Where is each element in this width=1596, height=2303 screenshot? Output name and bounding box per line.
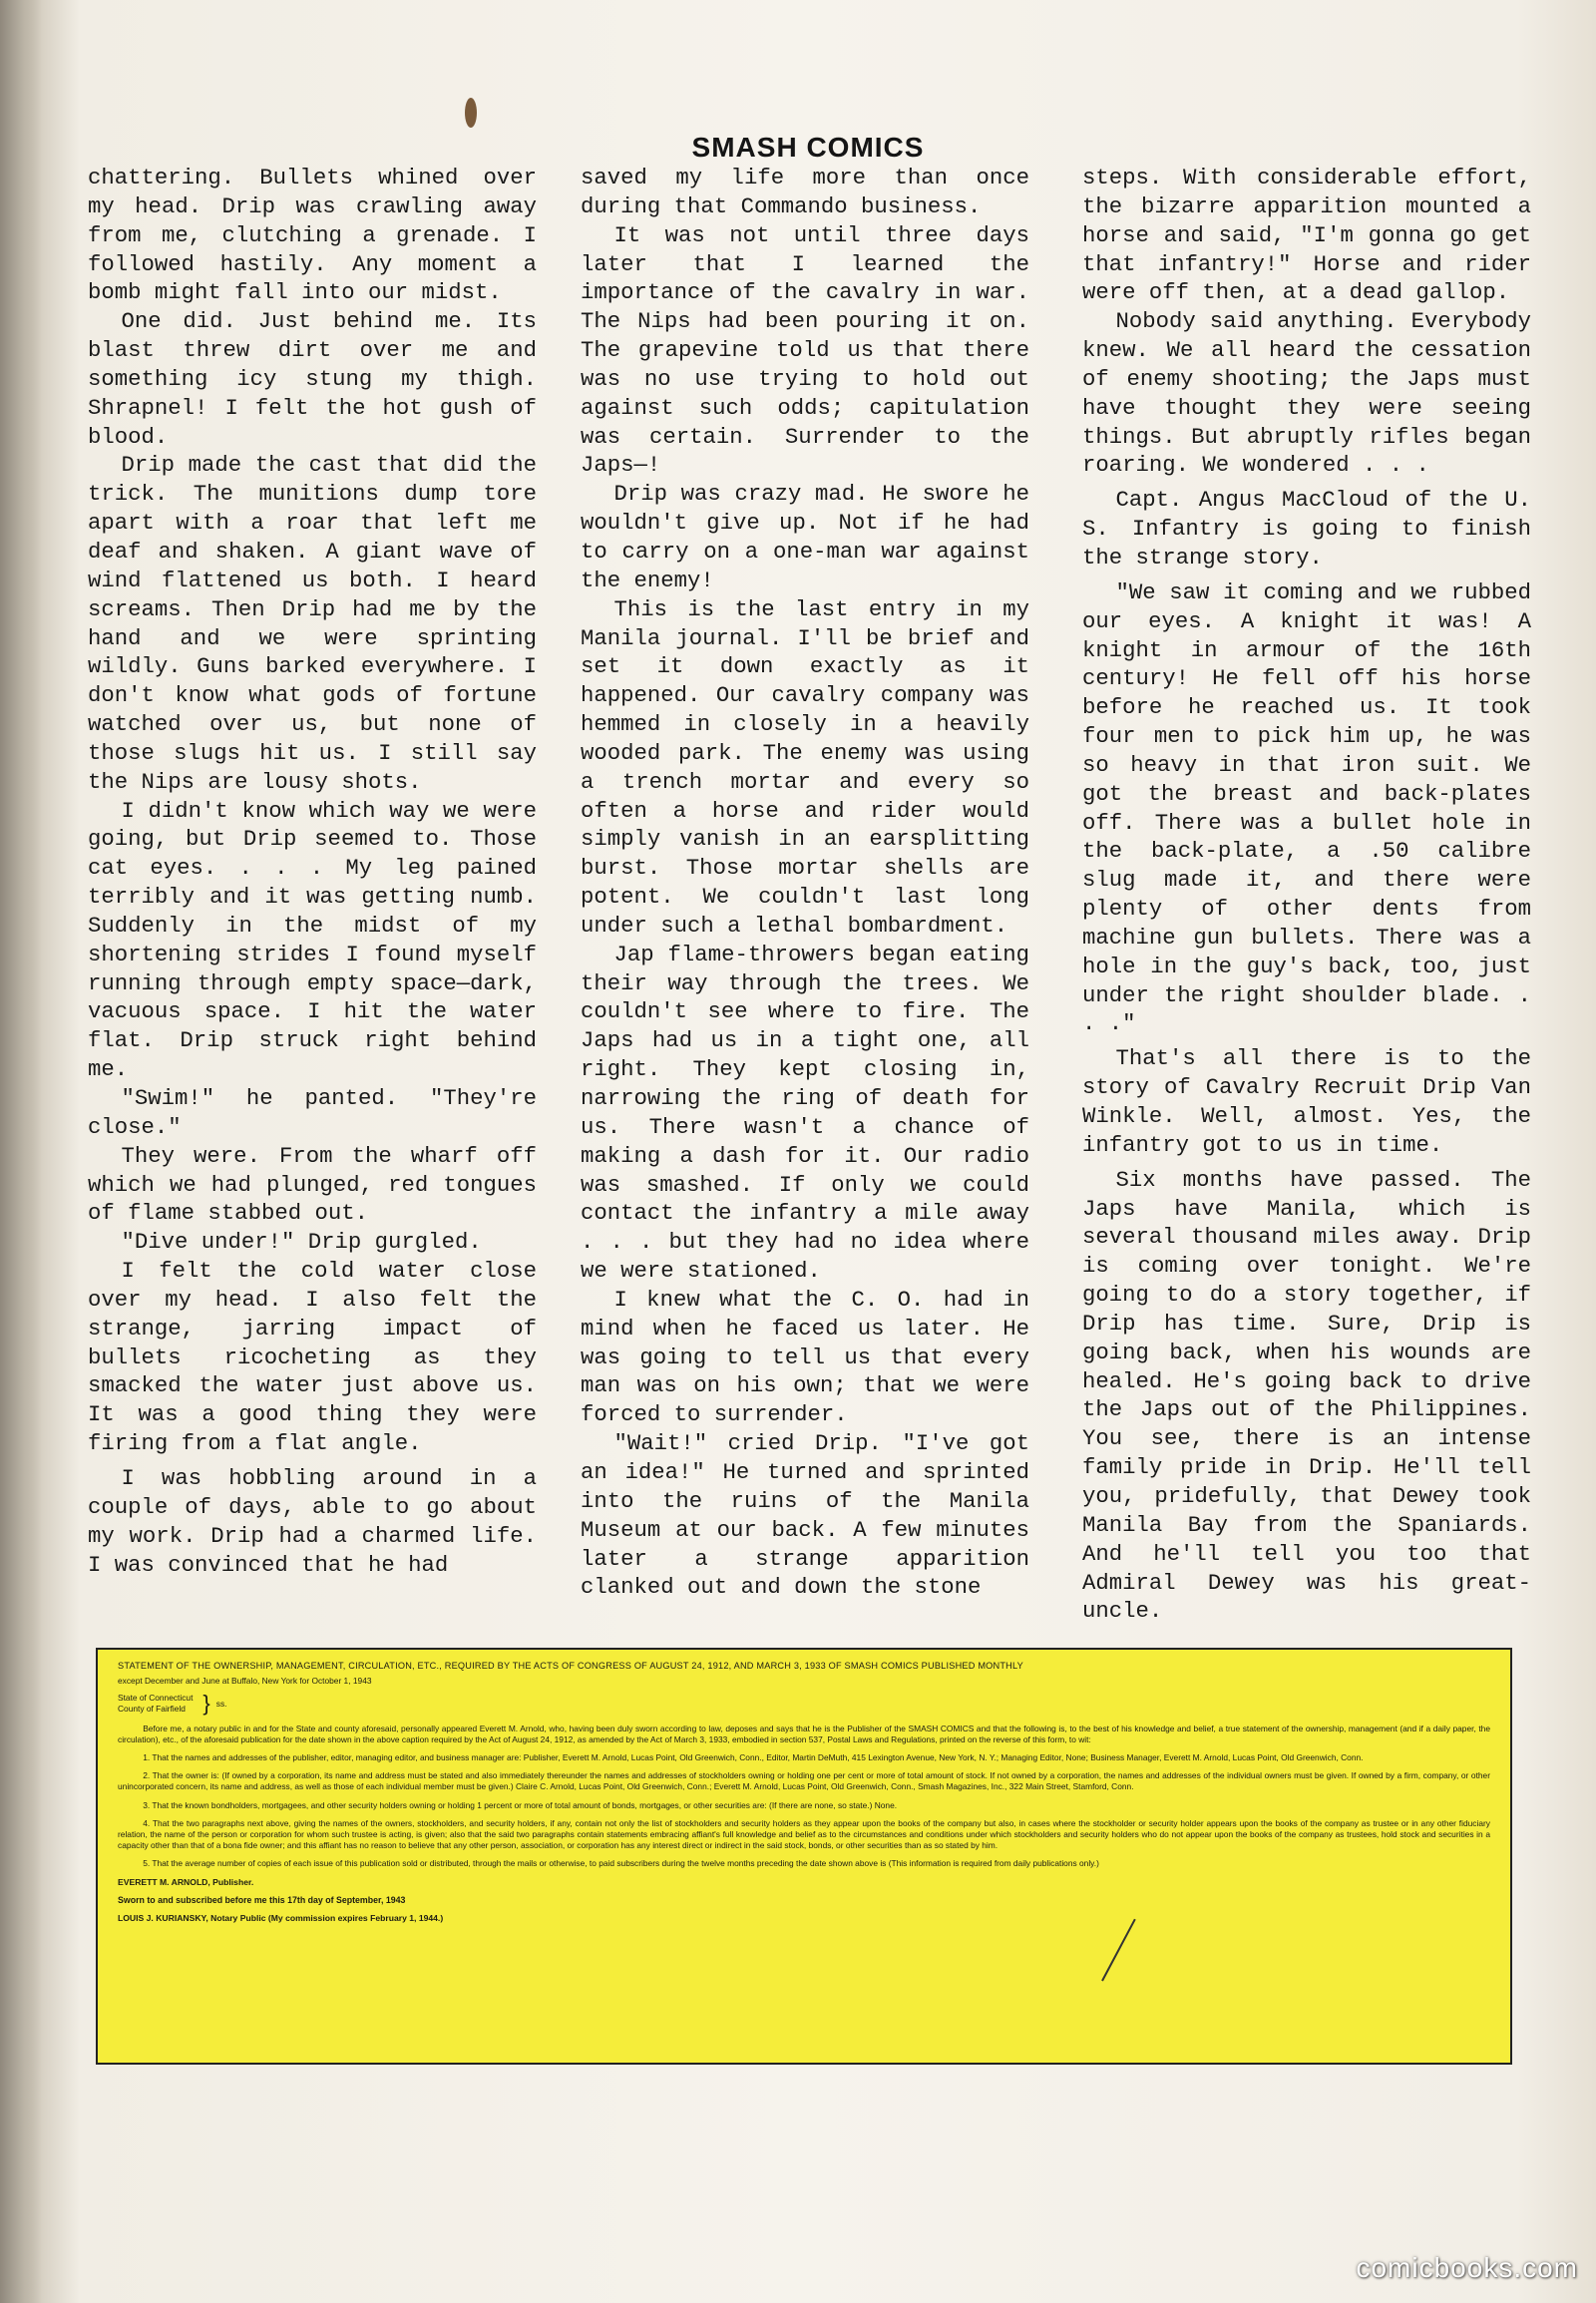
text-column-3 [1082,164,1531,1624]
statement-item-2: 2. That the owner is: (If owned by a corporation, its name and address must be stated and also immediately thereunder the names and addresses of stockholders owning or holding one per cent or more of total amount of stock. If not owned by a corporation, the names and addresses of the individual owners must be given. If owned by a firm, company, or other unincorporated concern, its name and address, as well as those of each individual member must be given.) Claire C. Arnold, Lucas Point, Old Greenwich, Conn.; Everett M. Arnold, Lucas Point, Old Greenwich, Conn., Smash Magazines, Inc., 322 Main Street, Stamford, Conn. [118,1770,1490,1792]
venue-state: State of Connecticut [118,1693,194,1704]
paragraph: Jap flame-throwers began eating their way through the trees. We couldn't see where to fire. The Japs had us in a tight one, all right. They kept closing in, narrowing the ring of death for us. There wasn't a chance of making a dash for it. Our radio was smashed. If only we could contact the infantry a mile away . . . but they had no idea where we were stationed. [581,941,1029,1285]
paragraph: "Dive under!" Drip gurgled. [121,1229,482,1256]
statement-venue [118,1693,1490,1715]
statement-subheader: except December and June at Buffalo, New York for October 1, 1943 [118,1676,372,1686]
paragraph: This is the last entry in my Manila journal. I'll be brief and set it down exactly as it happened. Our cavalry company was hemmed in closely in a heavily wooded park. The enemy was using a trench mortar and every so often a horse and rider would simply vanish in an earsplitting burst. Those mortar shells are potent. We couldn't last long under such a lethal bombardment. [581,595,1029,939]
masthead-title: SMASH COMICS [691,132,925,163]
paragraph: Six months have passed. The Japs have Manila, which is several thousand miles away. Drip is coming over tonight. We're going to do a story together, if Drip has time. Sure, Drip is going back, when his wounds are healed. He's going back to drive the Japs out of the Philippines. You see, there is an intense family pride in Drip. He'll tell you, pridefully, that Dewey took Manila Bay from the Spaniards. And he'll tell you too that Admiral Dewey was his great-uncle. [1082,1166,1531,1624]
statement-intro: Before me, a notary public in and for the State and county aforesaid, personally appeared Everett M. Arnold, who, having been duly sworn according to law, deposes and says that he is the Publisher of the SMASH COMICS and that the following is, to the best of his knowledge and belief, a true statement of the ownership, management (and if a daily paper, the circulation), etc., of the aforesaid publication for the date shown in the above caption required by the Act of August 24, 1912, as amended by the Act of March 3, 1933, embodied in section 537, Postal Laws and Regulations, printed on the reverse of this form, to wit: [118,1723,1490,1744]
statement-item-4: 4. That the two paragraphs next above, giving the names of the owners, stockholders, and security holders, if any, contain not only the list of stockholders and security holders as they appear upon the books of the company but also, in cases where the stockholder or security holder appears upon the books of the company as trustee or in any other fiduciary relation, the name of the person or corporation for whom such trustee is acting, is given; also that the said two paragraphs contain statements embracing affiant's full knowledge and belief as to the circumstances and conditions under which stockholders and security holders who do not appear upon the books of the company as trustees, hold stock and securities in a capacity other than that of a bona fide owner; and this affiant has no reason to believe that any other person, association, or corporation has any interest direct or indirect in the said stock, bonds, or other securities than as so stated by him. [118,1817,1490,1851]
paragraph: "We saw it coming and we rubbed our eyes. A knight it was! A knight in armour of the 16th century! He fell off his horse before he reached us. It took four men to pick him up, he was so heavy in that iron suit. We got the breast and back-plates off. There was a bullet hole in the back-plate, a .50 calibre slug made it, and there were plenty of other dents from machine gun bullets. There was a hole in the guy's back, too, just under the right shoulder blade. . . ." [1082,578,1531,1037]
venue-ss: ss. [215,1698,227,1709]
venue-county: County of Fairfield [118,1704,186,1715]
ink-blot [465,98,477,128]
paragraph: That's all there is to the story of Cavalry Recruit Drip Van Winkle. Well, almost. Yes, the infantry got to us in time. [1082,1045,1531,1158]
paragraph: chattering. Bullets whined over my head. Drip was crawling away from me, clutching a grenade. I followed hastily. Any moment a bomb might fall into our midst. [88,165,537,306]
paragraph: steps. With considerable effort, the bizarre apparition mounted a horse and said, "I'm gonna go get that infantry!" Horse and rider were off then, at a dead gallop. [1082,165,1531,306]
statement-item-1: 1. That the names and addresses of the publisher, editor, managing editor, and business manager are: Publisher, Everett M. Arnold, Lucas Point, Old Greenwich, Conn., Editor, Martin DeMuth, 415 Lexington Avenue, New York, N. Y.; Managing Editor, None; Business Manager, Everett M. Arnold, Lucas Point, Old Greenwich, Conn. [143,1752,1364,1763]
paragraph: Capt. Angus MacCloud of the U. S. Infantry is going to finish the strange story. [1082,487,1531,571]
text-column-2 [581,164,1029,1624]
paragraph: I didn't know which way we were going, but Drip seemed to. Those cat eyes. . . . My leg pained terribly and it was getting numb. Suddenly in the midst of my shortening strides I found myself running through empty space—dark, vacuous space. I hit the water flat. Drip struck right behind me. [88,797,537,1083]
paragraph: Drip made the cast that did the trick. The munitions dump tore apart with a roar that left me deaf and shaken. A giant wave of wind flattened us both. I heard screams. Then Drip had me by the hand and we were sprinting wildly. Guns barked everywhere. I don't know what gods of fortune watched over us, but none of those slugs hit us. I still say the Nips are lousy shots. [88,452,537,795]
paragraph: I knew what the C. O. had in mind when he faced us later. He was going to tell us that every man was on his own; that we were forced to surrender. [581,1286,1029,1428]
statement-item-5: 5. That the average number of copies of each issue of this publication sold or distributed, through the mails or otherwise, to paid subscribers during the twelve months preceding the date shown above is (This information is required from daily publications only.) [143,1858,1099,1869]
paragraph: "Wait!" cried Drip. "I've got an idea!" He turned and sprinted into the ruins of the Manila Museum at our back. A few minutes later a strange apparition clanked out and down the stone [581,1430,1029,1601]
text-column-1 [88,164,537,1624]
paragraph: They were. From the wharf off which we had plunged, red tongues of flame stabbed out. [88,1142,537,1227]
statement-item-3: 3. That the known bondholders, mortgagees, and other security holders owning or holding 1 percent or more of total amount of bonds, mortgages, or other securities are: (If there are none, so state.) None. [143,1799,898,1810]
ownership-statement-box [96,1648,1512,2065]
paragraph: saved my life more than once during that Commando business. [581,165,1029,219]
brace-glyph: } [202,1691,210,1717]
paragraph: It was not until three days later that I learned the importance of the cavalry in war. The Nips had been pouring it on. The grapevine told us that there was no use trying to hold out against such odds; capitulation was certain. Surrender to the Japs—! [581,221,1029,479]
paragraph: I felt the cold water close over my head. I also felt the strange, jarring impact of bullets ricocheting as they smacked the water just above us. It was a good thing they were firing from a flat angle. [88,1258,537,1457]
publisher-signature: EVERETT M. ARNOLD, Publisher. [118,1876,254,1887]
statement-header: STATEMENT OF THE OWNERSHIP, MANAGEMENT, CIRCULATION, ETC., REQUIRED BY THE ACTS OF CONGRESS OF AUGUST 24, 1912, AND MARCH 3, 1933 OF SMASH COMICS PUBLISHED MONTHLY [118,1661,1023,1671]
paragraph: Drip was crazy mad. He swore he wouldn't give up. Not if he had to carry on a one-man war against the enemy! [581,481,1029,593]
sworn-line: Sworn to and subscribed before me this 17th day of September, 1943 [118,1894,406,1905]
page-spine-shadow [0,0,42,2303]
paragraph: One did. Just behind me. Its blast threw dirt over me and something icy stung my thigh. Shrapnel! I felt the hot gush of blood. [88,308,537,450]
watermark-text: comicbooks.com [1356,2252,1578,2283]
paragraph: Nobody said anything. Everybody knew. We all heard the cessation of enemy shooting; the Japs must have thought they were seeing things. But abruptly rifles began roaring. We wondered . . . [1082,308,1531,479]
notary-line: LOUIS J. KURIANSKY, Notary Public (My commission expires February 1, 1944.) [118,1913,444,1924]
paragraph: I was hobbling around in a couple of days, able to go about my work. Drip had a charmed life. I was convinced that he had [88,1464,537,1578]
paragraph: "Swim!" he panted. "They're close." [88,1085,537,1140]
